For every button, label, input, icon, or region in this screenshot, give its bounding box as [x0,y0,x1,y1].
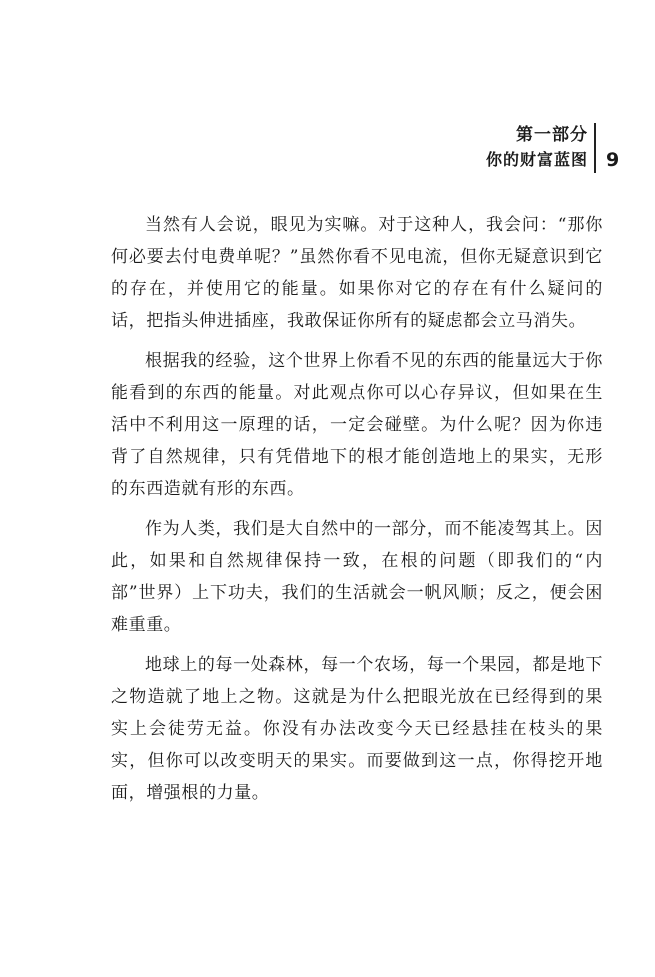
header-divider [594,123,596,173]
paragraph-2: 根据我的经验，这个世界上你看不见的东西的能量远大于你能看到的东西的能量。对此观点你可以心存异议，但如果在生活中不利用这一原理的话，一定会碰壁。为什么呢？因为你违背了自然规律，只有凭借地下的根才能创造地上的果实，无形的东西造就有形的东西。 [111,351,603,499]
header-titles [486,123,588,173]
running-header [0,123,655,193]
part-title: 第一部分 [516,125,588,145]
paragraph-4: 地球上的每一处森林，每一个农场，每一个果园，都是地下之物造就了地上之物。这就是为什么把眼光放在已经得到的果实上会徒劳无益。你没有办法改变今天已经悬挂在枝头的果实，但你可以改变明天的果实。而要做到这一点，你得挖开地面，增强根的力量。 [111,655,603,803]
paragraph-1: 当然有人会说，眼见为实嘛。对于这种人，我会问：“那你何必要去付电费单呢？”虽然你看不见电流，但你无疑意识到它的存在，并使用它的能量。如果你对它的存在有什么疑问的话，把指头伸进插座，我敢保证你所有的疑虑都会立马消失。 [111,215,603,331]
paragraph-3: 作为人类，我们是大自然中的一部分，而不能凌驾其上。因此，如果和自然规律保持一致，在根的问题（即我们的“内部”世界）上下功夫，我们的生活就会一帆风顺；反之，便会困难重重。 [111,519,603,635]
section-title: 你的财富蓝图 [485,150,588,169]
body-text [111,209,603,809]
page-number: 9 [606,149,620,171]
